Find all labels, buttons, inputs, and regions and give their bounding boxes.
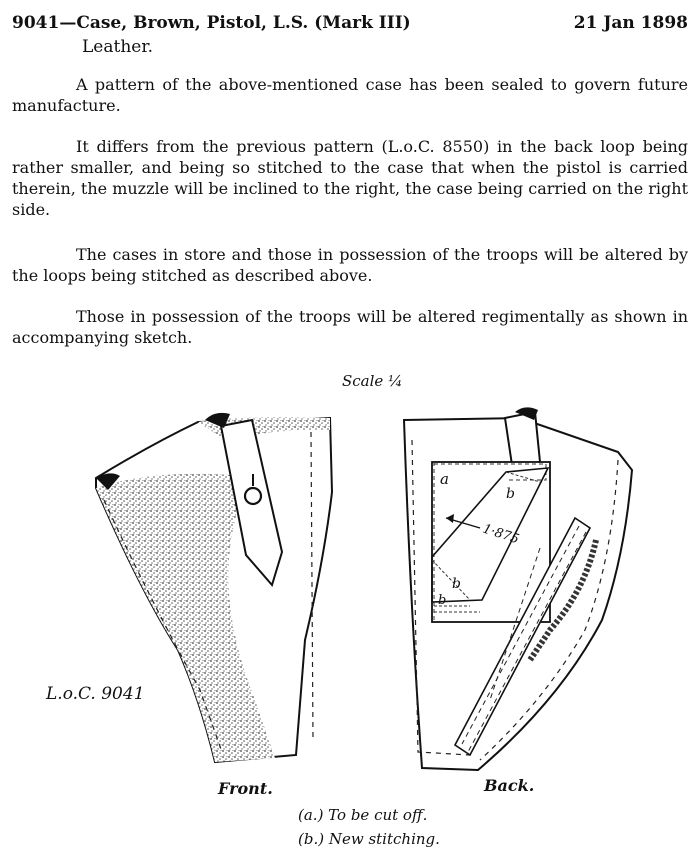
entry-title: 9041—Case, Brown, Pistol, L.S. (Mark III) [12, 13, 411, 33]
dimension-label: 1·875 [480, 521, 521, 548]
mark-b-label-top: b [506, 486, 515, 502]
paragraph-regimental-alteration: Those in possession of the troops will be altered regimentally as shown in accompanying sketch. [12, 307, 688, 347]
back-label: Back. [484, 776, 535, 795]
mark-b-label-bottom: b [452, 576, 461, 592]
paragraph-differences: It differs from the previous pattern (L.o.C. 8550) in the back loop being rather smaller, and being so stitched to the case that when the pistol is carried therein, the muzzle will be inclined to the right, the case being carried on the right side. [12, 137, 688, 219]
front-case-drawing [96, 413, 332, 762]
loc-reference: L.o.C. 9041 [46, 684, 145, 704]
entry-date: 21 Jan 1898 [573, 13, 688, 33]
paragraph-sealed-pattern: A pattern of the above-mentioned case has been sealed to govern future manufacture. [12, 75, 688, 115]
back-case-drawing [404, 407, 632, 770]
front-label: Front. [218, 779, 273, 798]
legend-new-stitching: (b.) New stitching. [298, 830, 440, 848]
stud-icon [245, 488, 261, 504]
paragraph-store-cases: The cases in store and those in possession of the troops will be altered by the loops being stitched as described above. [12, 245, 688, 285]
legend-cut-off: (a.) To be cut off. [298, 806, 428, 824]
scale-label: Scale ¼ [342, 372, 403, 390]
mark-b-label-corner: b [438, 593, 447, 608]
material-line: Leather. [82, 37, 153, 57]
mark-a-label: a [440, 470, 449, 488]
